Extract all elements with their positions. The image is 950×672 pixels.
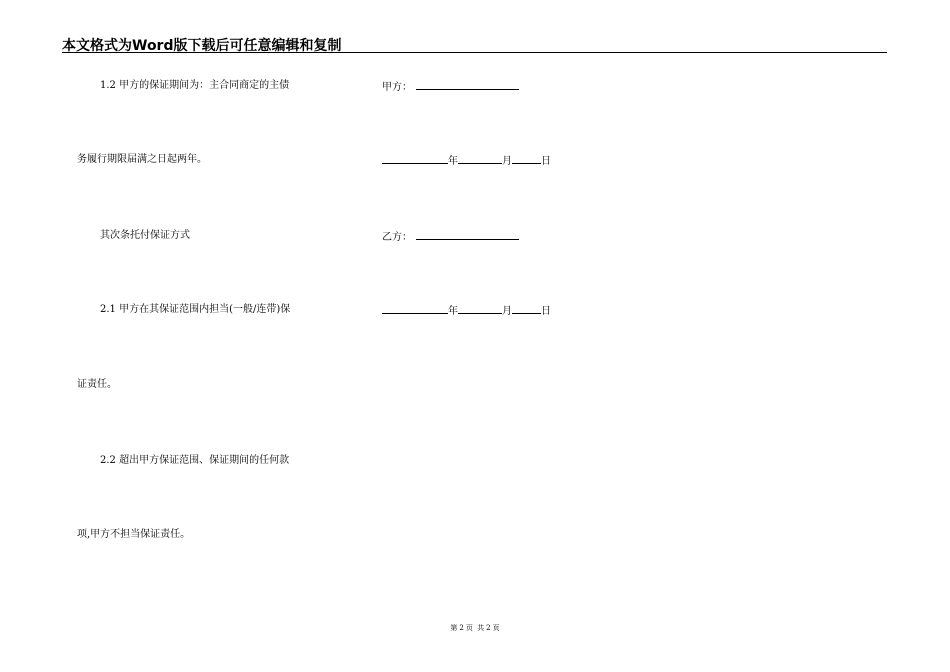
clause-2-2-line-2: 项,甲方不担当保证责任。: [77, 529, 191, 540]
party-b-year-label: 年: [448, 306, 458, 317]
party-b-year-blank[interactable]: [382, 304, 448, 314]
party-a-day-label: 日: [541, 156, 551, 167]
clause-2-1-line-2: 证责任。: [77, 379, 117, 390]
header-divider: [62, 52, 887, 53]
clause-2-2-line-1: 2.2 超出甲方保证范围、保证期间的任何款: [100, 455, 290, 466]
clause-1-2-line-2: 务履行期限届满之日起两年。: [77, 154, 207, 165]
party-b-date: [382, 304, 551, 318]
party-b-signature: [382, 230, 519, 244]
party-a-month-label: 月: [502, 156, 512, 167]
footer-total-unit: 页: [492, 624, 500, 632]
document-header: 本文格式为Word版下载后可任意编辑和复制: [62, 38, 342, 54]
party-a-blank[interactable]: [416, 80, 519, 90]
party-b-day-label: 日: [541, 306, 551, 317]
party-a-signature: [382, 80, 519, 94]
footer-prefix: 第: [450, 624, 458, 632]
footer-total-pages: 2: [486, 624, 491, 632]
footer-page-unit: 页: [465, 624, 473, 632]
party-b-month-label: 月: [502, 306, 512, 317]
footer-total-prefix: 共: [477, 624, 485, 632]
footer-page-number: 2: [459, 624, 464, 632]
clause-1-2-line-1: 1.2 甲方的保证期间为：主合同商定的主债: [100, 80, 290, 91]
party-b-label: 乙方：: [382, 232, 412, 243]
party-a-label: 甲方：: [382, 82, 412, 93]
clause-2-1-line-1: 2.1 甲方在其保证范围内担当(一般/连带)保: [100, 304, 291, 315]
clause-2-heading: 其次条托付保证方式: [100, 230, 190, 241]
party-b-day-blank[interactable]: [512, 304, 541, 314]
party-a-month-blank[interactable]: [458, 154, 502, 164]
party-a-year-blank[interactable]: [382, 154, 448, 164]
party-a-day-blank[interactable]: [512, 154, 541, 164]
party-a-year-label: 年: [448, 156, 458, 167]
party-b-month-blank[interactable]: [458, 304, 502, 314]
party-b-blank[interactable]: [416, 230, 519, 240]
party-a-date: [382, 154, 551, 168]
page-footer: [0, 623, 950, 633]
